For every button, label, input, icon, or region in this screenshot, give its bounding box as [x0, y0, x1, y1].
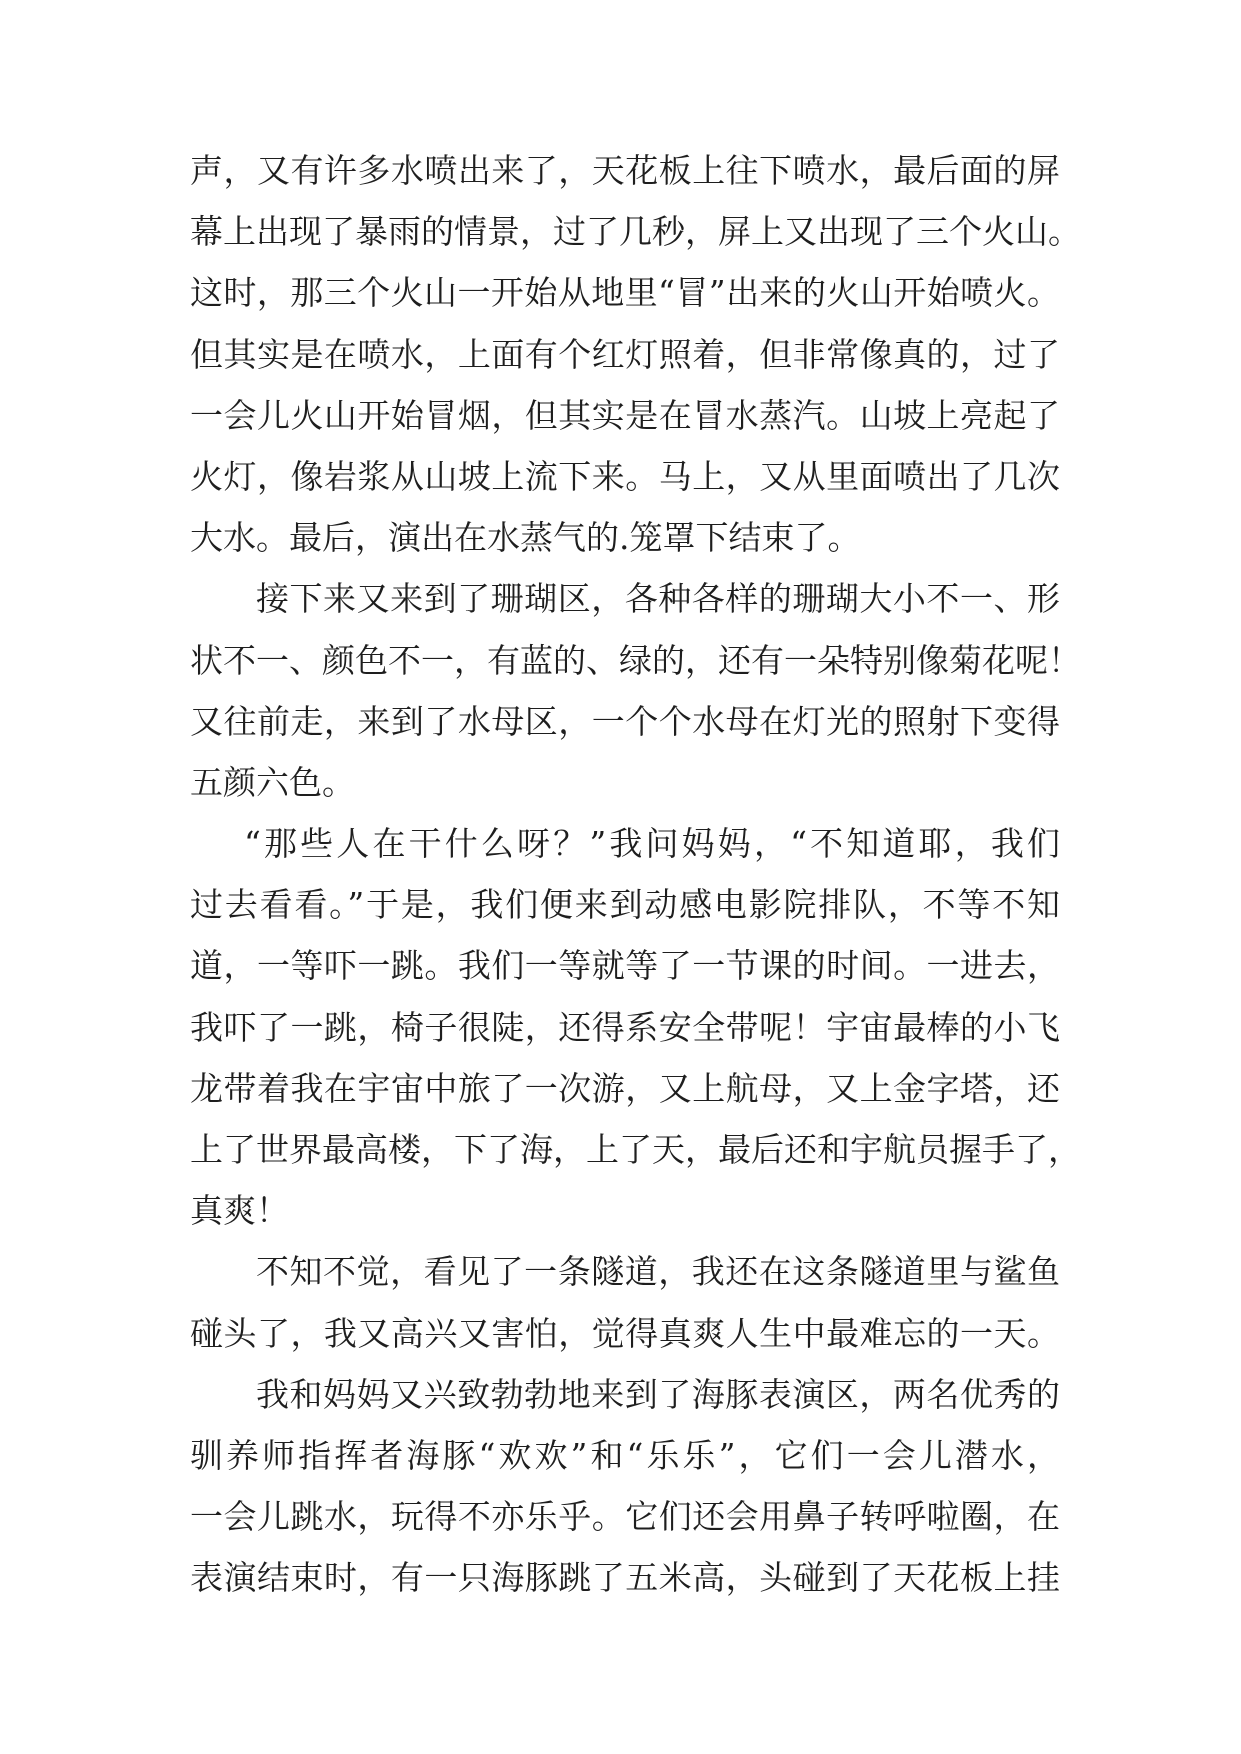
text-line: 又往前走，来到了水母区，一个个水母在灯光的照射下变得: [190, 701, 1060, 741]
text-line: 碰头了，我又高兴又害怕，觉得真爽人生中最难忘的一天。: [190, 1313, 1060, 1353]
text-line: 接下来又来到了珊瑚区，各种各样的珊瑚大小不一、形: [256, 579, 1060, 619]
essay-body: [190, 140, 1081, 1609]
text-line: 龙带着我在宇宙中旅了一次游，又上航母，又上金字塔，还: [190, 1068, 1060, 1108]
text-line: 表演结束时，有一只海豚跳了五米高，头碰到了天花板上挂: [190, 1558, 1060, 1598]
text-line: 幕上出现了暴雨的情景，过了几秒，屏上又出现了三个火山。: [190, 212, 1081, 252]
text-line: 上了世界最高楼，下了海，上了天，最后还和宇航员握手了，: [190, 1130, 1081, 1169]
text-line: 过去看看。”于是，我们便来到动感电影院排队，不等不知: [190, 885, 1060, 925]
text-line: 真爽！: [190, 1191, 289, 1231]
text-line: 我吓了一跳，椅子很陡，还得系安全带呢！宇宙最棒的小飞: [190, 1007, 1060, 1047]
text-line: 驯养师指挥者海豚“欢欢”和“乐乐”，它们一会儿潜水，: [190, 1435, 1060, 1475]
text-line: 一会儿火山开始冒烟，但其实是在冒水蒸汽。山坡上亮起了: [190, 395, 1060, 435]
text-line: 声，又有许多水喷出来了，天花板上往下喷水，最后面的屏: [190, 151, 1060, 190]
text-line: 道，一等吓一跳。我们一等就等了一节课的时间。一进去，: [190, 946, 1060, 986]
text-line: 一会儿跳水，玩得不亦乐乎。它们还会用鼻子转呼啦圈，在: [190, 1497, 1060, 1537]
text-line: 火灯，像岩浆从山坡上流下来。马上，又从里面喷出了几次: [190, 456, 1060, 496]
text-line: “那些人在干什么呀？”我问妈妈，“不知道耶，我们: [244, 824, 1060, 864]
text-line: 这时，那三个火山一开始从地里“冒”出来的火山开始喷火。: [190, 273, 1060, 313]
text-line: 不知不觉，看见了一条隧道，我还在这条隧道里与鲨鱼: [256, 1252, 1060, 1292]
text-line: 状不一、颜色不一，有蓝的、绿的，还有一朵特别像菊花呢！: [190, 640, 1081, 680]
text-line: 大水。最后，演出在水蒸气的.笼罩下结束了。: [190, 518, 861, 558]
text-line: 我和妈妈又兴致勃勃地来到了海豚表演区，两名优秀的: [256, 1374, 1060, 1414]
text-line: 但其实是在喷水，上面有个红灯照着，但非常像真的，过了: [190, 334, 1060, 374]
text-line: 五颜六色。: [190, 762, 355, 802]
